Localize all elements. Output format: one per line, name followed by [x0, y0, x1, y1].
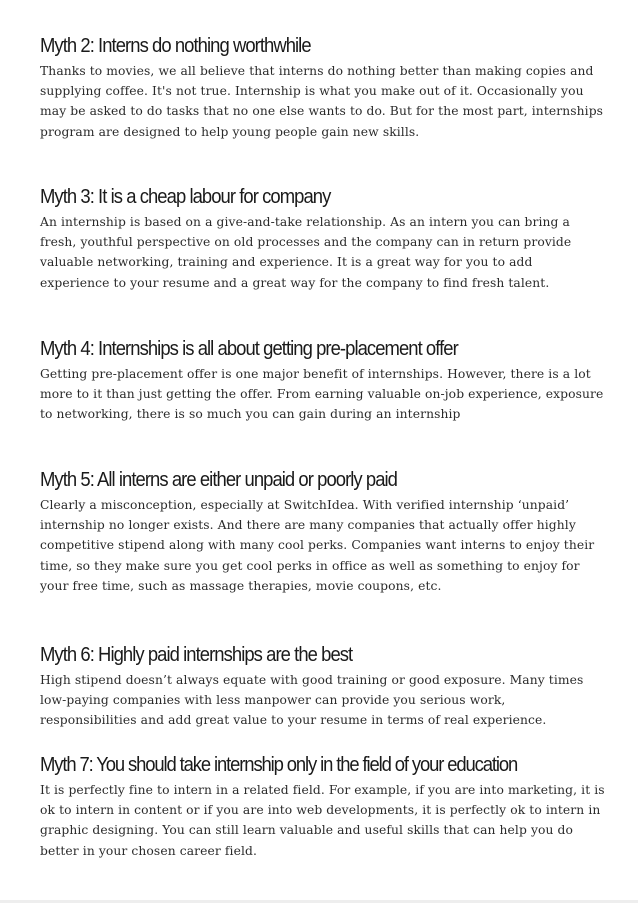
- myth-5-body: Clearly a misconception, especially at SwitchIdea. With verified internship ‘unpaid’ internship no longer exists. And there are many companies that actually offer highly competitive stipend along with many cool perks. Companies want interns to enjoy their time, so they make sure you get cool perks in office as well as something to enjoy for your free time, such as massage therapies, movie coupons, etc.: [40, 498, 595, 593]
- myth-7-body: It is perfectly fine to intern in a related field. For example, if you are into marketing, it is ok to intern in content or if you are into web developments, it is perfectly ok to intern in graphic designing. You can still learn valuable and useful skills that can help you do better in your chosen career field.: [40, 783, 605, 858]
- myth-3-heading: Myth 3: It is a cheap labour for company: [40, 185, 331, 208]
- myth-5-heading: Myth 5: All interns are either unpaid or poorly paid: [40, 468, 397, 491]
- myth-3-section: [40, 184, 606, 293]
- myth-4-heading: Myth 4: Internships is all about getting pre-placement offer: [40, 337, 458, 360]
- myth-4-section: [40, 336, 606, 425]
- myth-5-section: [40, 467, 606, 596]
- myth-7-heading: Myth 7: You should take internship only in the field of your education: [40, 753, 518, 776]
- myth-3-body: An internship is based on a give-and-take relationship. As an intern you can bring a fresh, youthful perspective on old processes and the company can in return provide valuable networking, training and experience. It is a great way for you to add experience to your resume and a great way for the company to find fresh talent.: [40, 215, 572, 290]
- myth-6-body: High stipend doesn’t always equate with good training or good exposure. Many times low-paying companies with less manpower can provide you serious work, responsibilities and add great value to your resume in terms of real experience.: [40, 673, 584, 728]
- myth-6-heading: Myth 6: Highly paid internships are the best: [40, 643, 353, 666]
- myth-7-section: [40, 752, 606, 861]
- myth-4-body: Getting pre-placement offer is one major benefit of internships. However, there is a lot more to it than just getting the offer. From earning valuable on-job experience, exposure to networking, there is so much you can gain during an internship: [40, 367, 604, 422]
- myth-2-section: [40, 33, 606, 142]
- myth-6-section: [40, 642, 606, 731]
- myth-2-body: Thanks to movies, we all believe that interns do nothing better than making copies and supplying coffee. It's not true. Internship is what you make out of it. Occasionally you may be asked to do tasks that no one else wants to do. But for the most part, internships program are designed to help young people gain new skills.: [40, 64, 604, 139]
- myth-2-heading: Myth 2: Interns do nothing worthwhile: [40, 34, 311, 57]
